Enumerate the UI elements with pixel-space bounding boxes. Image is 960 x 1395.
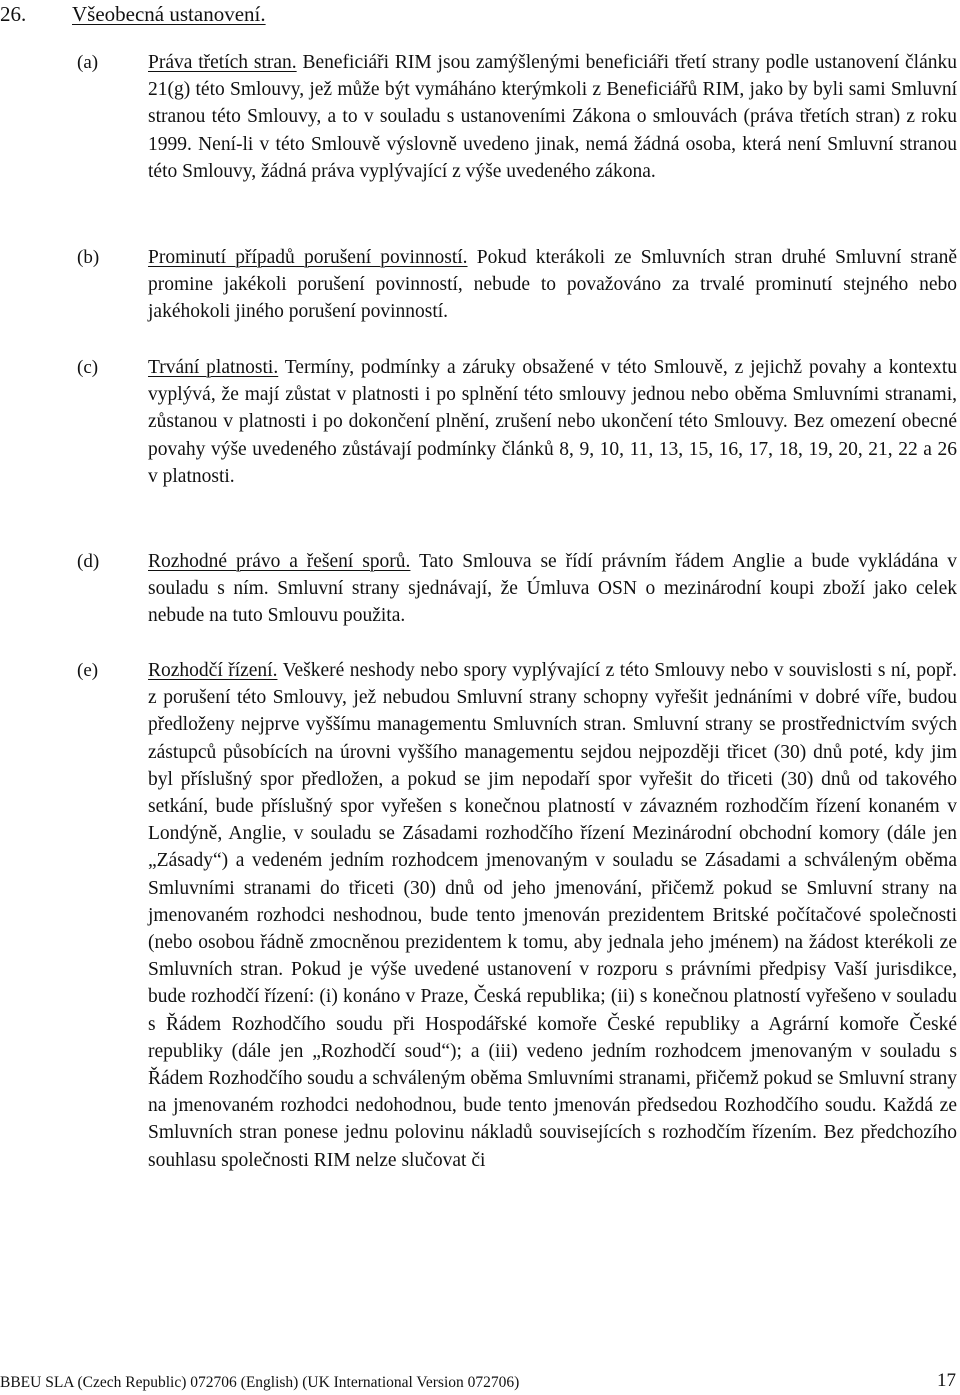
section-title: Všeobecná ustanovení. [72,2,266,26]
clause-text: Tato Smlouva se řídí právním řádem Anglie a bude vykládána v souladu s ním. Smluvní strany sjednávají, že Úmluva OSN o mezinárodní koupi zboží jako celek nebude na tuto Smlouvu použita. [148,551,958,627]
clause-text: Veškeré neshody nebo spory vyplývající z této Smlouvy nebo v souvislosti s ní, popř. z porušení této Smlouvy, jež nebudou Smluvní strany schopny vyřešit jednáními v dobré víře, budou předloženy nejprve vyššímu managementu Smluvních stran. Smluvní strany se prostřednictvím svých zástupců působících na úrovni vyššího managementu sejdou nejpozději třicet (30) dnů poté, kdy jim byl příslušný spor předložen, a pokud se jim nepodaří spor vyřešit do třiceti (30) dnů od takového setkání, bude příslušný spor vyřešen s konečnou platností v závazném rozhodčím řízení konaném v Londýně, Anglie, v souladu se Zásadami rozhodčího řízení Mezinárodní obchodní komory (dále jen „Zásady“) a vedeném jedním rozhodcem jmenovaným v souladu se Zásadami a schváleným oběma Smluvními stranami do třiceti (30) dnů od jeho jmenování, přičemž pokud se Smluvní strany na jmenovaném rozhodci neshodnou, bude tento jmenován prezidentem Britské počítačové společnosti (nebo osobou řádně zmocněnou prezidentem k tomu, aby jednala jeho jménem) na žádost kterékoli ze Smluvních stran. Pokud je výše uvedené ustanovení v rozporu s právními předpisy Vaší jurisdikce, bude rozhodčí řízení: (i) konáno v Praze, Česká republika; (ii) s konečnou platností vyřešeno v souladu s Řádem Rozhodčího soudu při Hospodářské komoře České republiky a Agrární komoře České republiky (dále jen „Rozhodčí soud“); a (iii) vedeno jedním rozhodcem jmenovaným v souladu s Řádem Rozhodčího soudu a schváleným oběma Smluvními stranami, přičemž pokud se Smluvní strany na jmenovaném rozhodci nedohodnou, bude tento jmenován předsedou Rozhodčího soudu. Každá ze Smluvních stran ponese jednu polovinu nákladů souvisejících s rozhodčím řízením. Bez předchozího souhlasu společnosti RIM nelze slučovat či [148,660,957,1171]
page-number: 17 [937,1370,956,1391]
clause-label: (d) [77,551,100,572]
page-footer [0,1372,958,1394]
section-number: 26. [0,2,27,26]
clause-label: (a) [77,52,99,73]
clause-body [148,657,957,1174]
clause-heading: Rozhodné právo a řešení sporů. [148,551,411,572]
clause-heading: Rozhodčí řízení. [148,660,278,681]
clause-body [148,244,957,326]
clause-body [148,49,957,185]
clause-text: Termíny, podmínky a záruky obsažené v této Smlouvě, z jejichž povahy a kontextu vyplývá, že mají zůstat v platnosti i po splnění této smlouvy jednou nebo oběma Smluvními stranami, zůstanou v platnosti i po dokončení plnění, zrušení nebo ukončení této Smlouvy. Bez omezení obecné povahy výše uvedeného zůstávají podmínky článků 8, 9, 10, 11, 13, 15, 16, 17, 18, 19, 20, 21, 22 a 26 v platnosti. [148,357,957,487]
footer-document-id: BBEU SLA (Czech Republic) 072706 (English) (UK International Version 072706) [0,1374,520,1391]
clause-text: Pokud kterákoli ze Smluvních stran druhé Smluvní straně promine jakékoli porušení povinností, nebude to považováno za trvalé prominutí stejného nebo jakéhokoli jiného porušení povinností. [148,247,957,323]
clause-heading: Práva třetích stran. [148,52,297,73]
section-heading [0,0,266,28]
clause-heading: Prominutí případů porušení povinností. [148,247,468,268]
clause-label: (b) [77,247,100,268]
clause-text: Beneficiáři RIM jsou zamýšlenými beneficiáři třetí strany podle ustanovení článku 21(g) této Smlouvy, jež může být vymáháno kterýmkoli z Beneficiářů RIM, jako by byli sami Smluvní stranou této Smlouvy, a to v souladu s ustanoveními Zákona o smlouvách (práva třetích stran) z roku 1999. Není-li v této Smlouvě výslovně uvedeno jinak, nemá žádná osoba, která není Smluvní stranou této Smlouvy, žádná práva vyplývající z výše uvedeného zákona. [148,52,957,182]
clause-body [148,548,957,630]
clause-heading: Trvání platnosti. [148,357,279,378]
clause-label: (e) [77,660,99,681]
clause-label: (c) [77,357,99,378]
clause-body [148,354,957,490]
